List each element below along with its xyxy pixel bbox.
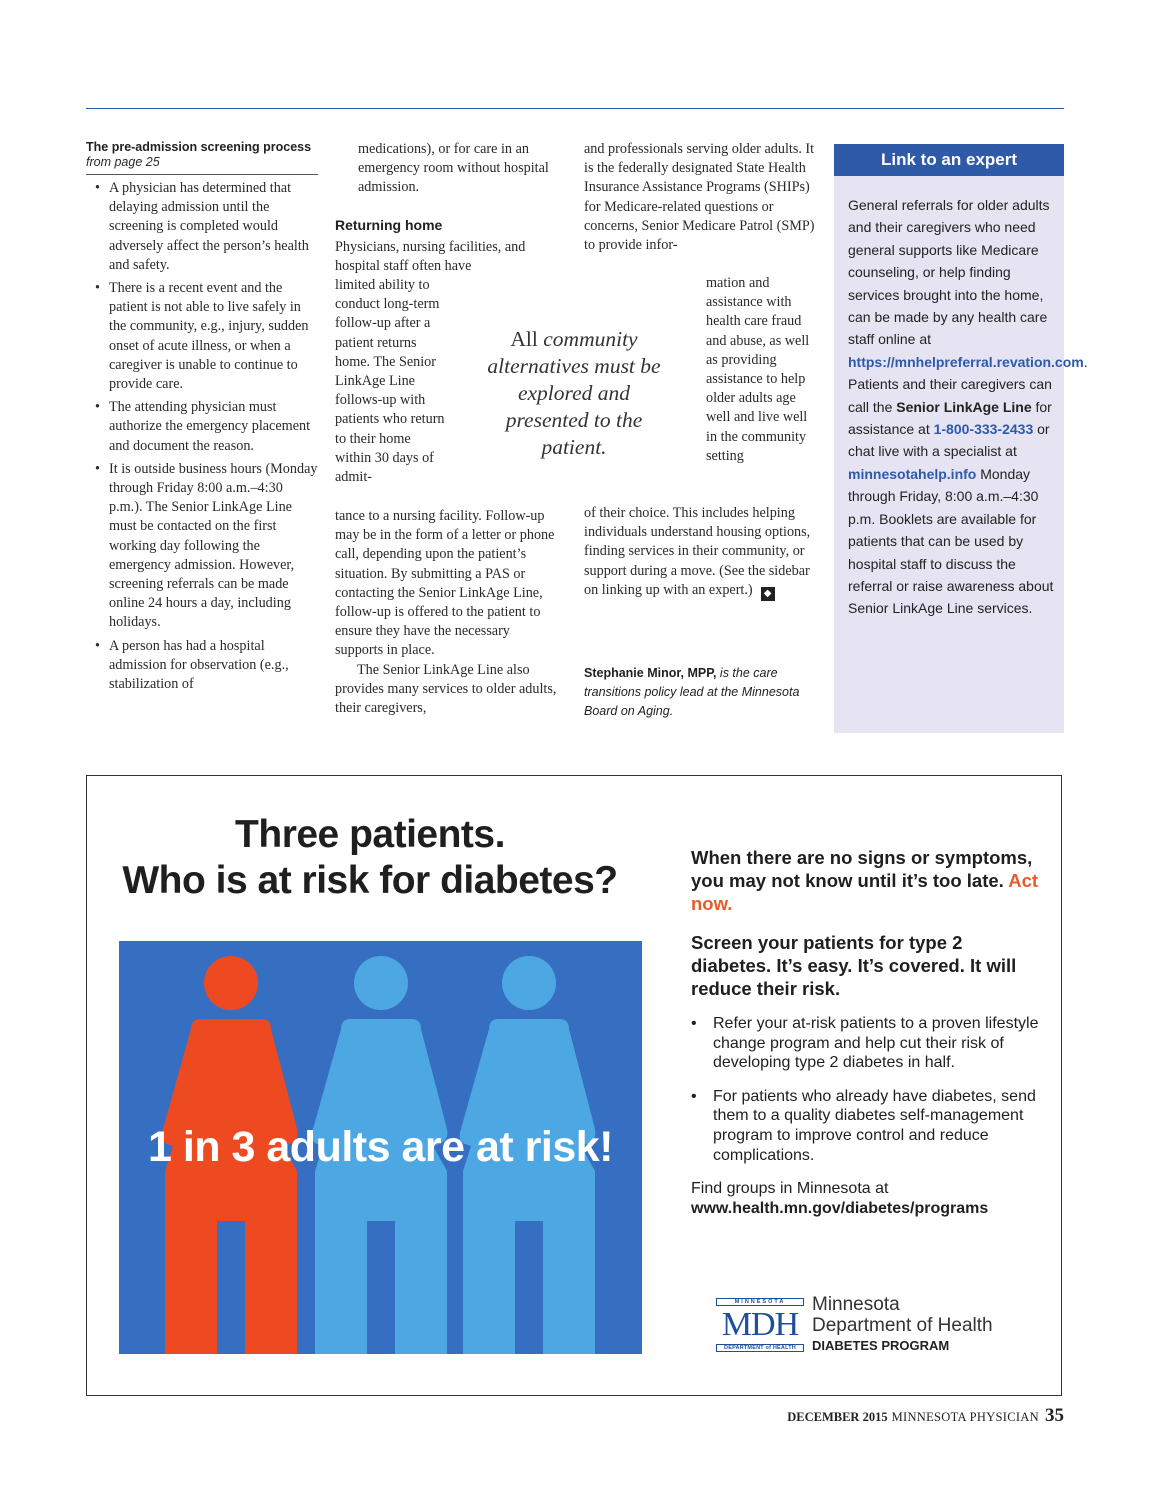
list-item: • Refer your at-risk patients to a proven lifestyle change program and help cut their risk of developing type 2 diabetes in half. <box>691 1014 1041 1073</box>
column-2-intro: Physicians, nursing facilities, and hospital staff often have <box>335 239 526 275</box>
column-3-narrow: mation and assistance with health care fraud and abuse, as well as providing assistance to help older adults age well and live well in the community setting <box>706 275 810 464</box>
figure-head <box>354 956 408 1010</box>
section-heading: The pre-admission screening process <box>86 140 312 154</box>
figure-body <box>162 1019 298 1354</box>
author-bio <box>584 664 816 721</box>
column-3-top: and professionals serving older adults. It is the federally designated State Health Insurance Assistance Programs (SHIPs) for Medicare-related questions or concerns, Senior Medicare Patrol (SMP) to provide infor- <box>584 141 815 254</box>
column-1 <box>86 140 318 698</box>
column-3-body <box>584 504 816 601</box>
figure-head <box>204 956 258 1010</box>
author-name: Stephanie Minor, MPP, <box>584 666 717 680</box>
mdh-badge <box>716 1298 804 1352</box>
end-mark-icon: ◆ <box>761 587 775 601</box>
badge-bottom: DEPARTMENT of HEALTH <box>716 1344 804 1352</box>
sidebar-text-part: Monday through Friday, 8:00 a.m.–4:30 p.m. Booklets are available for patients that can be used by hospital staff to discuss the referral or raise awareness about Senior LinkAge Line services. <box>848 465 1054 617</box>
sidebar-text-part: . Patients and their caregivers can call the <box>848 353 1088 415</box>
find-groups-text: Find groups in Minnesota at <box>691 1180 889 1198</box>
figure-body <box>312 1019 448 1354</box>
badge-top: MINNESOTA <box>716 1298 804 1306</box>
phone-link[interactable]: 1-800-333-2433 <box>933 421 1034 438</box>
find-groups <box>691 1179 1041 1219</box>
risk-statement: 1 in 3 adults are at risk! <box>148 1123 613 1171</box>
ad-lead <box>691 846 1041 915</box>
minnesotahelp-link[interactable]: minnesotahelp.info <box>848 465 977 482</box>
paragraph: of their choice. This includes helping individuals understand housing options, finding services in their community, or support during a move. (See the sidebar on linking up with an expert.) <box>584 505 811 598</box>
sidebar-title: Link to an expert <box>834 144 1064 176</box>
programs-url[interactable]: www.health.mn.gov/diabetes/programs <box>691 1200 989 1218</box>
top-rule <box>86 108 1064 109</box>
risk-illustration <box>119 941 642 1354</box>
sidebar-text-part: General referrals for older adults and their caregivers who need general supports like Medicare counseling, or help finding services brought into the home, can be made by any health care staff online at <box>848 197 1050 348</box>
link-to-expert-sidebar <box>834 144 1088 733</box>
page-number: 35 <box>1045 1405 1064 1426</box>
sidebar-text <box>848 194 1088 620</box>
list-item: • The attending physician must authorize the emergency placement and document the reason. <box>86 398 318 456</box>
senior-linkage-line: Senior LinkAge Line <box>896 398 1032 415</box>
paragraph: tance to a nursing facility. Follow-up may be in the form of a letter or phone call, depending upon the patient’s situation. By submitting a PAS or contacting the Senior LinkAge Line, follow-up is offered to the patient to ensure they have the necessary supports in place. <box>335 508 555 659</box>
criteria-list <box>86 179 318 694</box>
ad-title <box>100 812 640 904</box>
list-item: • For patients who already have diabetes, send them to a quality diabetes self-management program to improve control and reduce complications. <box>691 1087 1041 1165</box>
referral-link[interactable]: https://mnhelpreferral.revation.com <box>848 353 1084 370</box>
issue-date: DECEMBER 2015 <box>787 1410 888 1424</box>
magazine-name: MINNESOTA PHYSICIAN <box>891 1410 1039 1424</box>
column-2-continued: medications), or for care in an emergency room without hospital admission. <box>358 141 549 196</box>
list-item: • There is a recent event and the patient is not able to live safely in the community, e.g., injury, sudden onset of acute illness, or when a caregiver is unable to continue to provide care. <box>86 279 318 394</box>
ad-lead-text: When there are no signs or symptoms, you may not know until it’s too late. <box>691 847 1033 891</box>
act-now: Act now. <box>691 870 1039 914</box>
mdh-program: DIABETES PROGRAM <box>812 1338 950 1353</box>
mdh-name-line: Minnesota <box>812 1294 900 1315</box>
sidebar-text-part: or chat live with a specialist at <box>848 421 1050 460</box>
pull-quote-text: community alternatives must be explored and presented to the patient. <box>487 327 661 459</box>
paragraph: The Senior LinkAge Line also provides many services to older adults, their caregivers, <box>335 661 557 717</box>
sidebar-text-part: for assistance at <box>848 398 1052 438</box>
pull-quote-lead: All <box>510 327 538 351</box>
badge-mid: MDH <box>721 1306 799 1343</box>
pull-quote <box>474 326 674 461</box>
ad-copy <box>691 846 1041 1219</box>
column-2-body <box>335 507 560 718</box>
list-item: • A person has had a hospital admission for observation (e.g., stabilization of <box>86 637 318 695</box>
list-item: • A physician has determined that delaying admission until the screening is completed would adversely affect the person’s health and safety. <box>86 179 318 275</box>
mdh-logo <box>716 1295 1046 1355</box>
ad-lead-2: Screen your patients for type 2 diabetes. It’s easy. It’s covered. It will reduce their risk. <box>691 932 1017 999</box>
ad-title-line: Three patients. <box>235 813 505 856</box>
continued-from: from page 25 <box>86 155 318 175</box>
returning-home-heading: Returning home <box>335 217 443 233</box>
author-description: is the care transitions policy lead at the Minnesota Board on Aging. <box>584 666 800 718</box>
mdh-name-line: Department of Health <box>812 1314 993 1336</box>
ad-title-line: Who is at risk for diabetes? <box>122 859 618 902</box>
list-item: • It is outside business hours (Monday through Friday 8:00 a.m.–4:30 p.m.). The Senior LinkAge Line must be contacted on the first working day following the emergency admission. However, screening referrals can be made online 24 hours a day, including holidays. <box>86 460 318 633</box>
figure-body <box>460 1019 596 1354</box>
figure-head <box>502 956 556 1010</box>
column-2-narrow: limited ability to conduct long-term follow-up after a patient returns home. The Senior LinkAge Line follows-up with patients who return to their home within 30 days of admit- <box>335 277 445 486</box>
page-footer <box>787 1405 1064 1427</box>
mdh-name <box>812 1295 993 1336</box>
ad-bullet-list <box>691 1014 1041 1165</box>
